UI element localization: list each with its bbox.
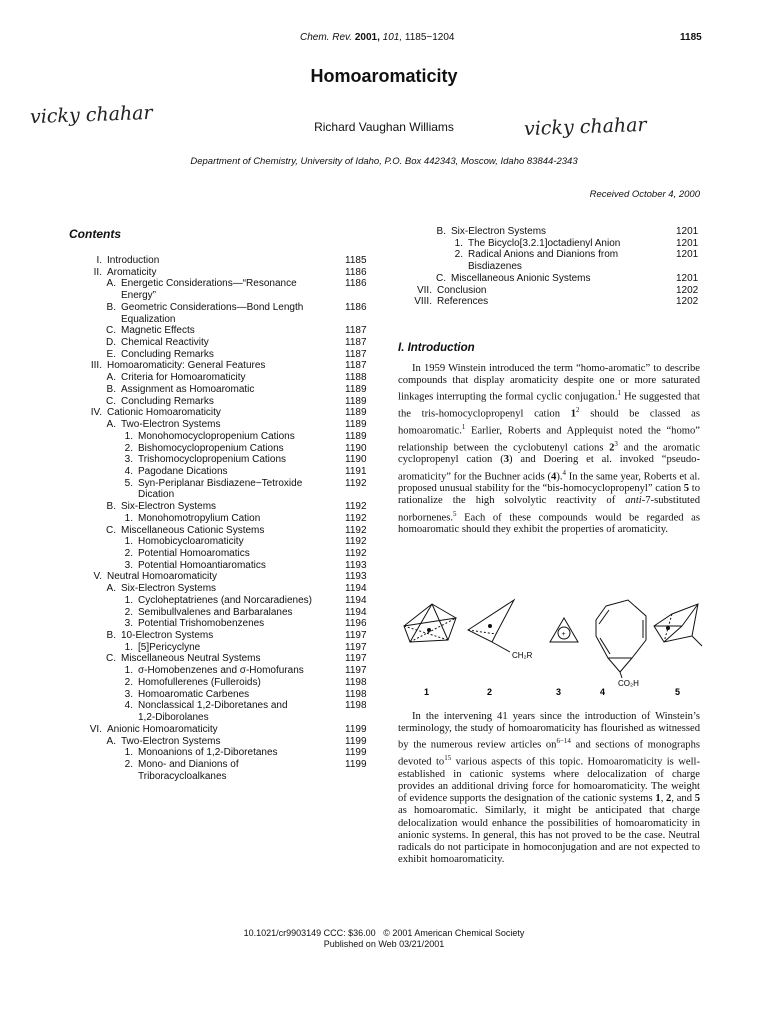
toc-entry-page: 1198 bbox=[345, 676, 367, 688]
toc-entry-page: 1201 bbox=[676, 237, 699, 249]
toc-entry-title: The Bicyclo[3.2.1]octadienyl Anion bbox=[468, 237, 621, 249]
reference-superscript: 4 bbox=[562, 468, 567, 477]
toc-entry-page: 1189 bbox=[345, 419, 367, 431]
text-run: , and bbox=[671, 793, 695, 805]
toc-entry-number: 1. bbox=[124, 665, 133, 677]
toc-entry-title: Conclusion bbox=[437, 284, 487, 296]
author-affiliation: Department of Chemistry, University of Idaho, P.O. Box 442343, Moscow, Idaho 83844-2343 bbox=[190, 156, 578, 167]
toc-entry-title: Homoaromatic Carbenes bbox=[138, 688, 250, 700]
intro-paragraph-2 bbox=[398, 711, 700, 867]
toc-entry-number: C. bbox=[106, 395, 116, 407]
text-run: as homoaromatic. Similarly, it might be anticipated that charge delocalization would enhance the possibilities of homoaromaticity in anionic systems. In general, this has not proved to be the case. Neutral radicals do not participate in homoconjugation and are not expected to exhibit homoaromaticity. bbox=[398, 805, 700, 866]
toc-entry-page: 1193 bbox=[345, 559, 367, 571]
reference-superscript: 1 bbox=[617, 389, 621, 398]
reference-superscript: 15 bbox=[444, 754, 452, 763]
structure-1-drawing bbox=[404, 604, 456, 642]
text-run: , bbox=[660, 793, 667, 805]
toc-entry-continuation: Triboracycloalkanes bbox=[138, 770, 227, 782]
toc-entry-page: 1187 bbox=[345, 348, 367, 360]
structure-2-substituent: CH₂R bbox=[512, 651, 533, 660]
toc-entry-title: Geometric Considerations—Bond Length bbox=[121, 301, 304, 313]
toc-entry-number: 3. bbox=[124, 454, 133, 466]
contents-heading: Contents bbox=[69, 227, 121, 241]
toc-entry-number: 3. bbox=[124, 688, 133, 700]
toc-entry-number: C. bbox=[436, 272, 446, 284]
toc-entry-title: Six-Electron Systems bbox=[121, 583, 217, 595]
structure-3-drawing bbox=[550, 618, 578, 642]
handwritten-signature-right: vicky chahar bbox=[523, 113, 647, 141]
toc-entry-number: 1. bbox=[124, 430, 133, 442]
journal-pages: 1185−1204 bbox=[404, 32, 455, 43]
toc-entry-title: Introduction bbox=[107, 255, 160, 266]
journal-citation bbox=[300, 32, 455, 43]
footer-doi-line bbox=[0, 928, 768, 938]
toc-entry-title: Magnetic Effects bbox=[121, 325, 195, 337]
compound-label-1: 1 bbox=[424, 687, 430, 697]
toc-entry-page: 1192 bbox=[345, 512, 367, 524]
toc-entry-page: 1202 bbox=[676, 284, 699, 296]
footer-copyright: © 2001 American Chemical Society bbox=[383, 928, 525, 938]
toc-entry-title: Homoaromaticity: General Features bbox=[107, 360, 266, 372]
footer-published: Published on Web 03/21/2001 bbox=[323, 939, 445, 949]
text-run: ) and Doering et al. invoked “pseudo-aromaticity” for the Buchner acids ( bbox=[398, 454, 700, 483]
toc-entry-continuation: Energy” bbox=[121, 290, 157, 302]
toc-entry-number: C. bbox=[106, 325, 116, 337]
toc-entry-number: 3. bbox=[124, 618, 133, 630]
toc-entry-title: Six-Electron Systems bbox=[121, 501, 217, 513]
toc-entry-page: 1196 bbox=[345, 618, 367, 630]
toc-entry-title: Miscellaneous Cationic Systems bbox=[121, 524, 265, 536]
toc-entry-page: 1187 bbox=[345, 337, 367, 349]
toc-entry-title: Pagodane Dications bbox=[138, 465, 228, 477]
toc-entry-number: C. bbox=[106, 653, 116, 665]
toc-entry-number: V. bbox=[93, 571, 102, 583]
toc-entry-page: 1187 bbox=[345, 360, 367, 372]
intro-paragraph-1 bbox=[398, 363, 700, 537]
toc-entry-number: B. bbox=[106, 501, 116, 513]
toc-entry-number: IV. bbox=[90, 407, 102, 419]
toc-entry-title: References bbox=[437, 296, 489, 308]
toc-entry-continuation: 1,2-Diborolanes bbox=[138, 712, 209, 724]
toc-entry-title: Anionic Homoaromaticity bbox=[107, 723, 218, 735]
toc-entry-number: A. bbox=[106, 278, 116, 290]
compound-number: 5 bbox=[683, 483, 690, 495]
toc-entry-page: 1197 bbox=[345, 630, 367, 642]
toc-entry-number: 3. bbox=[124, 559, 133, 571]
toc-entry-title: Cationic Homoaromaticity bbox=[107, 407, 221, 419]
toc-entry-page: 1189 bbox=[345, 430, 367, 442]
toc-entry-page: 1190 bbox=[345, 442, 367, 454]
toc-entry-number: VI. bbox=[89, 723, 102, 735]
compound-number: 5 bbox=[694, 793, 701, 805]
toc-entry-title: Trishomocyclopropenium Cations bbox=[138, 454, 287, 466]
reference-superscript: 2 bbox=[576, 406, 580, 415]
compound-number: 2 bbox=[609, 442, 615, 454]
toc-entry-number: E. bbox=[106, 348, 116, 360]
text-run: In 1959 Winstein introduced the term “homo-aromatic” to describe compounds that display aromaticity despite one or more saturated linkages interrupting the formal cyclic conjugation. bbox=[398, 363, 700, 403]
toc-entry-title: Homofullerenes (Fulleroids) bbox=[138, 676, 261, 688]
toc-entry-page: 1188 bbox=[345, 372, 367, 384]
toc-entry-title: Potential Homoaromatics bbox=[138, 548, 250, 559]
toc-entry-number: B. bbox=[106, 383, 116, 395]
toc-entry-title: Nonclassical 1,2-Diboretanes and bbox=[138, 700, 288, 712]
text-run: to rationalize the high solvolytic reactivity of bbox=[398, 483, 700, 507]
toc-entry-title: Two-Electron Systems bbox=[121, 419, 221, 431]
toc-entry-title: 10-Electron Systems bbox=[121, 630, 214, 642]
journal-year: 2001, bbox=[354, 32, 380, 43]
toc-entry-number: 2. bbox=[454, 249, 463, 261]
toc-entry-number: C. bbox=[106, 524, 116, 536]
author-name: Richard Vaughan Williams bbox=[314, 120, 454, 134]
toc-entry-page: 1198 bbox=[345, 688, 367, 700]
toc-entry-page: 1186 bbox=[345, 301, 367, 313]
reference-superscript: 6−14 bbox=[556, 737, 571, 746]
toc-entry-continuation: Equalization bbox=[121, 313, 176, 325]
compound-label-3: 3 bbox=[556, 687, 562, 697]
toc-entry-title: Homobicycloaromaticity bbox=[138, 536, 244, 548]
handwritten-signature-left: vicky chahar bbox=[29, 101, 153, 129]
toc-entry-page: 1202 bbox=[676, 296, 699, 308]
structure-4-substituent: CO₂H bbox=[618, 679, 639, 688]
text-run: -7-substituted norbornenes. bbox=[398, 495, 700, 524]
journal-name: Chem. Rev. bbox=[300, 32, 353, 43]
toc-entry-page: 1192 bbox=[345, 477, 367, 489]
toc-entry-number: 1. bbox=[124, 512, 133, 524]
toc-entry-number: 1. bbox=[454, 237, 463, 249]
toc-entry-page: 1199 bbox=[345, 723, 367, 735]
toc-entry-title: Monoanions of 1,2-Diboretanes bbox=[138, 747, 278, 759]
text-run: In the intervening 41 years since the introduction of Winstein’s terminology, the study of homoaromaticity has flourished as witnessed by the numerous review articles on bbox=[398, 711, 700, 751]
toc-entry-number: A. bbox=[106, 419, 116, 431]
compound-number: 1 bbox=[570, 408, 577, 420]
text-run: various aspects of this topic. Homoaromaticity is well-established in cationic systems where delocalization of charge provides an additional driving force for homoaromaticity. The weight of evidence supports the designation of the cationic systems bbox=[398, 756, 700, 805]
toc-entry-page: 1194 bbox=[345, 594, 367, 606]
toc-entry-title: Miscellaneous Anionic Systems bbox=[451, 272, 591, 284]
toc-entry-page: 1186 bbox=[345, 278, 367, 290]
structures-figure bbox=[396, 596, 706, 706]
structure-3-charge: + bbox=[561, 631, 566, 638]
toc-entry-page: 1197 bbox=[345, 641, 367, 653]
toc-entry-number: D. bbox=[106, 337, 116, 349]
compound-number: 1 bbox=[655, 793, 661, 805]
toc-entry-number: VIII. bbox=[414, 296, 432, 308]
toc-entry-number: 1. bbox=[124, 641, 133, 653]
toc-entry-page: 1198 bbox=[345, 700, 367, 712]
toc-entry-page: 1199 bbox=[345, 758, 367, 770]
toc-entry-page: 1192 bbox=[345, 524, 367, 536]
toc-entry-title: Concluding Remarks bbox=[121, 348, 214, 360]
toc-entry-page: 1189 bbox=[345, 407, 367, 419]
toc-entry-number: 4. bbox=[124, 700, 133, 712]
toc-entry-number: II. bbox=[93, 266, 102, 278]
toc-entry-number: A. bbox=[106, 372, 116, 384]
toc-entry-title: Concluding Remarks bbox=[121, 395, 214, 407]
toc-entry-page: 1187 bbox=[345, 325, 367, 337]
toc-entry-title: Monohomotropylium Cation bbox=[138, 512, 261, 524]
toc-entry-page: 1201 bbox=[676, 249, 699, 261]
compound-number: 3 bbox=[503, 454, 510, 466]
compound-number: 2 bbox=[666, 793, 672, 805]
section-heading-introduction: I. Introduction bbox=[398, 342, 475, 354]
structure-2-drawing bbox=[468, 600, 514, 652]
toc-entry-number: III. bbox=[90, 360, 102, 372]
journal-volume: 101, bbox=[382, 32, 403, 43]
text-run: ). bbox=[556, 471, 563, 483]
toc-entry-number: 2. bbox=[124, 758, 133, 770]
toc-entry-title: Mono- and Dianions of bbox=[138, 758, 239, 770]
text-run: and sections of monographs devoted to bbox=[398, 739, 701, 768]
toc-entry-title: Potential Trishomobenzenes bbox=[138, 618, 265, 630]
toc-entry-number: 2. bbox=[124, 606, 133, 618]
compound-number: 4 bbox=[551, 471, 557, 483]
toc-entry-title: Semibullvalenes and Barbaralanes bbox=[138, 606, 293, 618]
toc-entry-number: 4. bbox=[124, 465, 133, 477]
toc-entry-title: Potential Homoantiaromatics bbox=[138, 559, 266, 571]
toc-entry-title: Six-Electron Systems bbox=[451, 226, 547, 237]
text-run: Earlier, Roberts and Applequist noted the “homo” relationship between the cyclobutenyl cations bbox=[398, 425, 700, 454]
toc-entry-number: B. bbox=[106, 301, 116, 313]
text-run: Each of these compounds would be regarded as homoaromatic should they exhibit the properties of aromaticity. bbox=[398, 512, 700, 536]
toc-entry-page: 1189 bbox=[345, 395, 367, 407]
toc-entry-page: 1194 bbox=[345, 583, 367, 595]
toc-entry-title: σ-Homobenzenes and σ-Homofurans bbox=[138, 665, 304, 677]
text-run: and the aromatic cyclopropenyl cation ( bbox=[398, 442, 701, 466]
toc-entry-number: A. bbox=[106, 583, 116, 595]
toc-entry-number: B. bbox=[436, 226, 446, 237]
toc-entry-page: 1190 bbox=[345, 454, 367, 466]
toc-entry-page: 1194 bbox=[345, 606, 367, 618]
toc-entry-title: Syn-Periplanar Bisdiazene−Tetroxide bbox=[138, 477, 303, 489]
toc-entry-page: 1191 bbox=[345, 465, 367, 477]
toc-entry-number: VII. bbox=[416, 284, 432, 296]
reference-superscript: 5 bbox=[453, 509, 457, 518]
article-title: Homoaromaticity bbox=[310, 66, 458, 86]
toc-entry-page: 1185 bbox=[345, 255, 367, 266]
toc-entry-number: 1. bbox=[124, 536, 133, 548]
toc-entry-page: 1201 bbox=[676, 226, 699, 237]
toc-entry-page: 1199 bbox=[345, 747, 367, 759]
toc-entry-continuation: Bisdiazenes bbox=[468, 261, 522, 273]
toc-entry-page: 1192 bbox=[345, 548, 367, 559]
toc-entry-title: Miscellaneous Neutral Systems bbox=[121, 653, 261, 665]
toc-entry-number: 2. bbox=[124, 676, 133, 688]
toc-entry-page: 1201 bbox=[676, 272, 699, 284]
reference-superscript: 3 bbox=[614, 439, 618, 448]
toc-entry-title: Aromaticity bbox=[107, 266, 157, 278]
toc-entry-number: 1. bbox=[124, 747, 133, 759]
toc-entry-page: 1189 bbox=[345, 383, 367, 395]
compound-label-2: 2 bbox=[487, 687, 493, 697]
toc-entry-number: 1. bbox=[124, 594, 133, 606]
page-number: 1185 bbox=[680, 32, 702, 43]
received-date: Received October 4, 2000 bbox=[589, 189, 700, 200]
toc-entry-page: 1192 bbox=[345, 536, 367, 548]
toc-entry-page: 1192 bbox=[345, 501, 367, 513]
toc-entry-title: Radical Anions and Dianions from bbox=[468, 249, 619, 261]
toc-entry-number: 2. bbox=[124, 548, 133, 559]
text-run: In the same year, Roberts et al. proposed unusual stability for the “bis-homocyclopropenyl” cation bbox=[398, 471, 700, 495]
compound-label-4: 4 bbox=[600, 687, 606, 697]
toc-entry-continuation: Dication bbox=[138, 489, 175, 501]
toc-entry-title: Two-Electron Systems bbox=[121, 735, 221, 747]
toc-entry-title: Neutral Homoaromaticity bbox=[107, 571, 218, 583]
toc-entry-number: 5. bbox=[124, 477, 133, 489]
toc-entry-number: I. bbox=[96, 255, 102, 266]
toc-entry-title: Energetic Considerations—“Resonance bbox=[121, 278, 297, 290]
structure-5-drawing bbox=[654, 604, 702, 646]
toc-entry-page: 1197 bbox=[345, 665, 367, 677]
toc-entry-page: 1193 bbox=[345, 571, 367, 583]
footer-doi: 10.1021/cr9903149 CCC: $36.00 bbox=[243, 928, 376, 938]
toc-entry-number: A. bbox=[106, 735, 116, 747]
toc-entry-title: [5]Pericyclyne bbox=[138, 641, 201, 653]
text-run: should be classed as homoaromatic. bbox=[398, 408, 700, 437]
toc-entry-title: Monohomocyclopropenium Cations bbox=[138, 430, 295, 442]
toc-entry-number: B. bbox=[106, 630, 116, 642]
italic-term: anti bbox=[625, 495, 642, 507]
toc-entry-title: Assignment as Homoaromatic bbox=[121, 383, 255, 395]
reference-superscript: 1 bbox=[461, 422, 466, 431]
compound-label-5: 5 bbox=[675, 687, 681, 697]
toc-entry-page: 1197 bbox=[345, 653, 367, 665]
toc-entry-page: 1199 bbox=[345, 735, 367, 747]
toc-entry-title: Chemical Reactivity bbox=[121, 337, 209, 349]
toc-entry-title: Criteria for Homoaromaticity bbox=[121, 372, 246, 384]
structure-4-drawing bbox=[596, 600, 646, 678]
toc-entry-title: Cycloheptatrienes (and Norcaradienes) bbox=[138, 594, 312, 606]
toc-entry-page: 1186 bbox=[345, 266, 367, 278]
toc-entry-number: 2. bbox=[124, 442, 133, 454]
text-run: He suggested that the tris-homocyclopropenyl cation bbox=[398, 391, 700, 420]
toc-entry-title: Bishomocyclopropenium Cations bbox=[138, 442, 284, 454]
